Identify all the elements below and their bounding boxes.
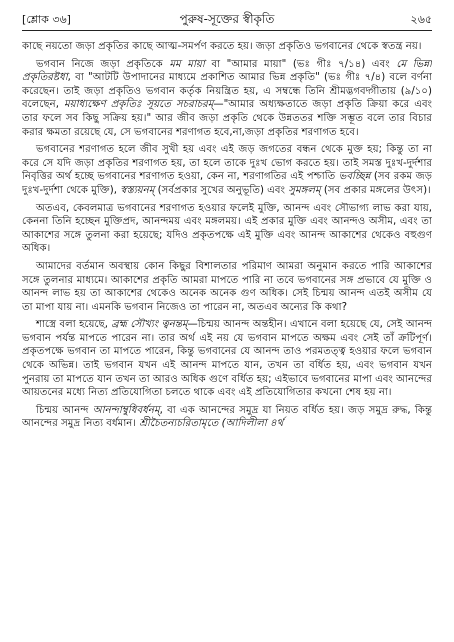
text-run: (সর্বপ্রকার সুখের অনুভূতি) এবং [154,184,289,196]
paragraph [22,202,432,256]
text-run: , বা "আটটি উপাদানের মাধ্যমে প্রকাশিত আমার ভিন্ন প্রকৃতি" (ভঃ গীঃ ৭/৪) বলে বর্ণনা করেছেন। তাই জড়া প্রকৃতিও ভগবান কর্তৃক নিয়ন্ত্রিত হয়, এ সম্বন্ধে তিনি শ্রীমদ্ভগবদ্গীতায় (৯/১০) বলেছেন, [22,72,432,111]
text-run: (সব রকম জড় দুঃখ-দুর্দশা থেকে মুক্তি), [22,171,432,196]
page-body [22,40,432,630]
paragraph [22,404,432,431]
italic-phrase: ভবচ্ছিন্ন [338,171,371,183]
text-run: , বা এক আনন্দের সমুদ্র যা নিয়ত বর্ধিত হয়। জড় সমুদ্র রুদ্ধ, কিন্তু আনন্দের সমুদ্র নিত্য বর্ধমান। [22,404,432,430]
paragraph [22,260,432,314]
paragraph [22,40,432,54]
italic-phrase: শ্রীচৈতন্যচরিতামৃতে (আদিলীলা ৪র্থ [139,418,284,430]
text-run: বা "আমার মায়া" (ভঃ গীঃ ৭/১৪) এবং [204,58,397,70]
italic-phrase: ব্রহ্ম সৌখ্যং ত্বনন্তম্ [111,319,188,331]
chapter-title: পুরুষ-সূক্তের স্বীকৃতি [179,12,275,26]
italic-phrase: মে ভিন্না প্রকৃতিরষ্টধা [22,58,432,84]
italic-phrase: স্বস্ত্যয়নম্ [120,184,155,196]
paragraph [22,143,432,197]
text-run: শাস্ত্রে বলা হয়েছে, [36,319,112,331]
text-run: ভগবান নিজে জড়া প্রকৃতিকে [36,58,170,70]
text-run: (সব প্রকার মঙ্গলের উৎস)। [320,184,431,196]
verse-reference: [শ্লোক ৩৬] [22,13,71,26]
italic-phrase: আনন্দাম্বুধিবর্ধনম্ [92,404,160,416]
page-number: ২৬৫ [410,13,432,26]
italic-phrase: ময়াধ্যক্ষেণ প্রকৃতিঃ সূয়তে সচরাচরম্ [63,99,214,111]
text-run: —"আমার অধ্যক্ষতাতে জড়া প্রকৃতি ক্রিয়া করে এবং তার ফলে সব কিছু সক্রিয় হয়।" আর জীব জড়া প্রকৃতি থেকে উন্নততর শক্তি সম্ভূত বলে তার বিচার করার ক্ষমতা রয়েছে যে, সে ভগবানের শরণাগত হবে,না,জড়া প্রকৃতির শরণাগত হবে। [22,99,432,138]
text-run: —চিন্ময় আনন্দ অন্তহীন। এখানে বলা হয়েছে যে, সেই আনন্দ ভগবান পর্যন্ত মাপতে পারেন না। তার অর্থ এই নয় যে ভগবান মাপতে অক্ষম এবং সেই তাঁ ক্রটিপূর্ণ। প্রকৃতপক্ষে ভগবান তা মাপতে পারেন, কিন্তু ভগবানের যে আনন্দ তাও পরমতত্ত্ব হওয়ার ফলে ভগবান থেকে অভিন্ন। তাই ভগবান যখন এই আনন্দ মাপতে যান, তখন তা বর্ধিত হয়, এবং ভগবান যখন পুনরায় তা মাপতে যান তখন তা আরও অধিক গুণে বর্ধিত হয়; এইভাবে ভগবানের মাপা এবং আনন্দের আয়তনের মধ্যে নিত্য প্রতিযোগিতা চলতে থাকে এবং এই প্রতিযোগিতার কখনো শেষ হয় না। [22,319,432,399]
italic-phrase: সুমঙ্গলম্ [288,184,321,196]
text-run: আমাদের বর্তমান অবস্থায় কোন কিছুর বিশালতার পরিমাণ আমরা অনুমান করতে পারি আকাশের সঙ্গে তুলনার মাধ্যমে। আকাশের প্রকৃতি আমরা মাপতে পারি না তবে ভগবানের সঙ্গ প্রভাবে যে মুক্তি ও আনন্দ লাভ হয় তা আকাশের থেকেও অনেক অনেক গুণ অধিক। সেই চিন্ময় আনন্দ এতই অসীম যে তা মাপা যায় না। এমনকি ভগবান নিজেও তা পারেন না, অতএব অন্যের কি কথা? [22,260,432,313]
text-run: চিন্ময় আনন্দ [36,404,93,416]
paragraph [22,318,432,400]
paragraph [22,58,432,140]
italic-phrase: মম মায়া [169,58,205,70]
text-run: কাছে নয়তো জড়া প্রকৃতির কাছে আত্ম-সমর্পণ করতে হয়। জড়া প্রকৃতিও ভগবানের থেকে স্বতন্ত্র নয়। [22,41,422,52]
text-run: অতএব, কেবলমাত্র ভগবানের শরণাগত হওয়ার ফলেই মুক্তি, আনন্দ এবং সৌভাগ্য লাভ করা যায়, কেননা তিনি হচ্ছেন মুক্তিপ্রদ, আনন্দময় এবং মঙ্গলময়। এই প্রকার মুক্তি এবং আনন্দও অসীম, এবং তা আকাশের সঙ্গে তুলনা করা হয়েছে; যদিও প্রকৃতপক্ষে এই মুক্তি এবং আনন্দ আকাশের থেকেও বহুগুণ অধিক। [22,202,432,255]
text-run: ভগবানের শরণাগত হলে জীব সুখী হয় এবং এই জড় জগতের বন্ধন থেকে মুক্ত হয়; কিন্তু তা না করে সে যদি জড়া প্রকৃতির শরণাগত হয়, তা হলে তাকে দুঃখ ভোগ করতে হয়। তাই সমস্ত দুঃখ-দুর্দশার নিবৃত্তির অর্থ হচ্ছে ভগবানের শরণাগত হওয়া, কেন না, শরণাগতির এই পশ্চাতি [22,144,432,183]
page-header [22,8,432,28]
header-rule [22,30,432,31]
